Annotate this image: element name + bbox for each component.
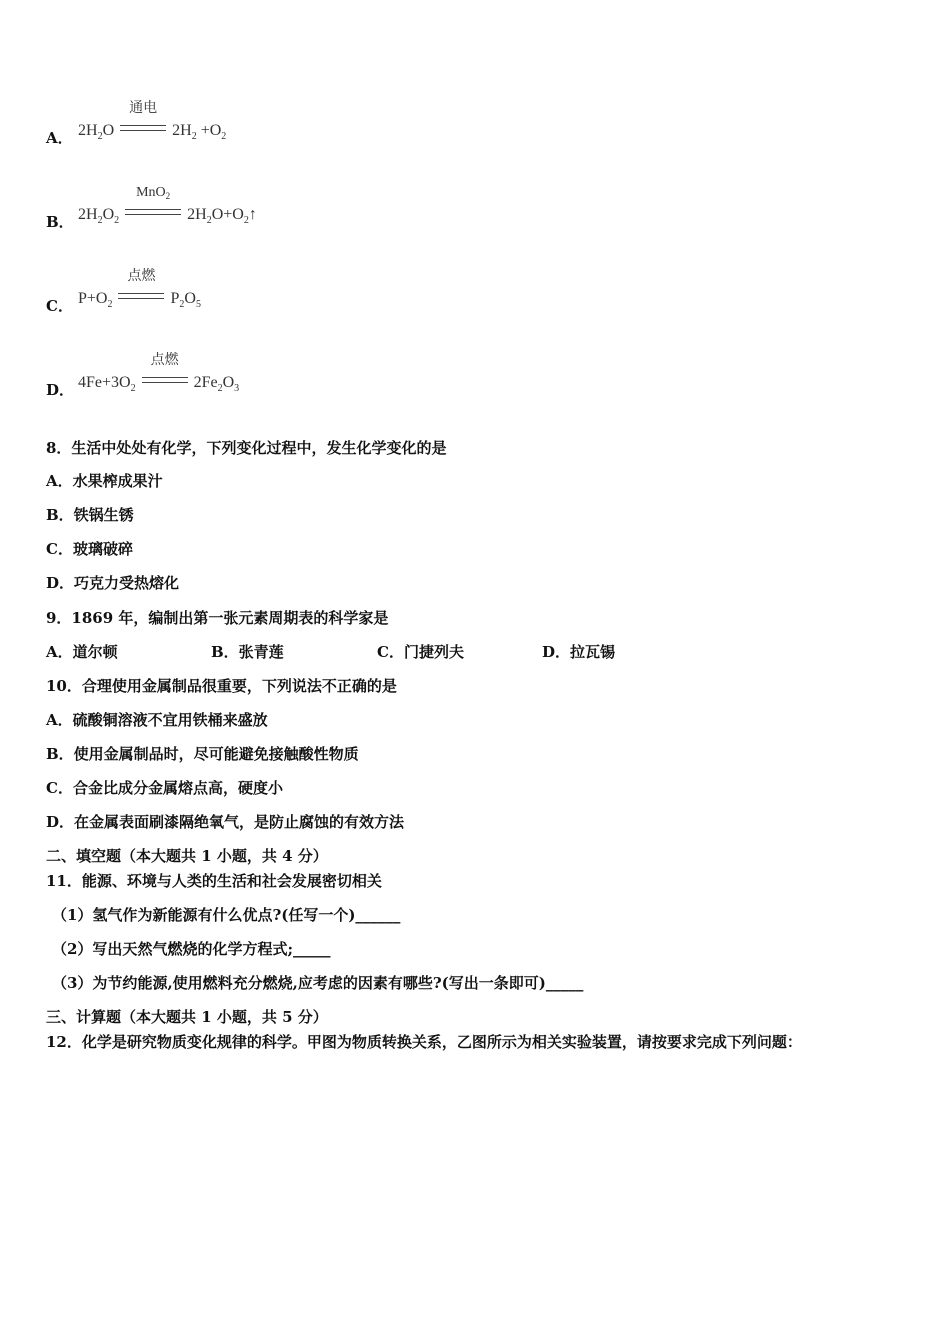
question-8-option-a: A．水果榨成果汁 [46,472,163,490]
option-c-label: C． [46,297,73,315]
question-10-option-d: D．在金属表面刷漆隔绝氧气，是防止腐蚀的有效方法 [46,813,405,831]
reaction-condition: 通电 [120,121,166,141]
option-d-label: D． [46,381,75,399]
question-9-stem: 9．1869 年，编制出第一张元素周期表的科学家是 [46,609,389,627]
question-9-option-d: D．拉瓦锡 [542,643,616,661]
reaction-condition: MnO$_2$ [125,205,181,225]
question-8-stem: 8．生活中处处有化学，下列变化过程中，发生化学变化的是 [46,439,447,457]
equation-c: $P+O_2$ 点燃 $P_2O_5$ [78,269,201,310]
question-11-stem: 11．能源、环境与人类的生活和社会发展密切相关 [46,872,382,890]
question-11-part-2: （2）写出天然气燃烧的化学方程式;_____ [52,940,331,958]
question-11-part-3: （3）为节约能源,使用燃料充分燃烧,应考虑的因素有哪些?(写出一条即可)_____ [52,974,584,992]
question-8-option-d: D．巧克力受热熔化 [46,574,180,592]
equation-b: $2H_2O_2$ MnO$_2$ $2H_2O+O_2↑$ [78,185,257,226]
question-10-option-a: A．硫酸铜溶液不宜用铁桶来盛放 [46,711,268,729]
question-12-stem: 12．化学是研究物质变化规律的科学。甲图为物质转换关系，乙图所示为相关实验装置，请按要求完成下列问题： [46,1033,802,1051]
question-10-option-b: B．使用金属制品时，尽可能避免接触酸性物质 [46,745,359,763]
question-10-option-c: C．合金比成分金属熔点高，硬度小 [46,779,283,797]
question-8-option-b: B．铁锅生锈 [46,506,134,524]
reaction-condition: 点燃 [118,289,164,309]
section-3-heading: 三、计算题（本大题共 1 小题，共 5 分） [46,1008,328,1026]
question-10-stem: 10．合理使用金属制品很重要，下列说法不正确的是 [46,677,397,695]
gas-arrow: ↑ [248,206,257,223]
equation-d: $4Fe+3O_2$ 点燃 $2Fe_2O_3$ [78,353,240,394]
question-8-option-c: C．玻璃破碎 [46,540,133,558]
question-9-option-c: C．门捷列夫 [377,643,464,661]
reaction-condition: 点燃 [142,373,188,393]
question-9-option-b: B．张青莲 [211,643,284,661]
section-2-heading: 二、填空题（本大题共 1 小题，共 4 分） [46,847,328,865]
option-b-label: B． [46,213,74,231]
question-11-part-1: （1）氢气作为新能源有什么优点?(任写一个)______ [52,906,401,924]
question-9-option-a: A．道尔顿 [46,643,118,661]
equation-a: $2H_2O$ 通电 $2H_2 +O_2$ [78,101,227,142]
option-a-label: A． [46,129,73,147]
